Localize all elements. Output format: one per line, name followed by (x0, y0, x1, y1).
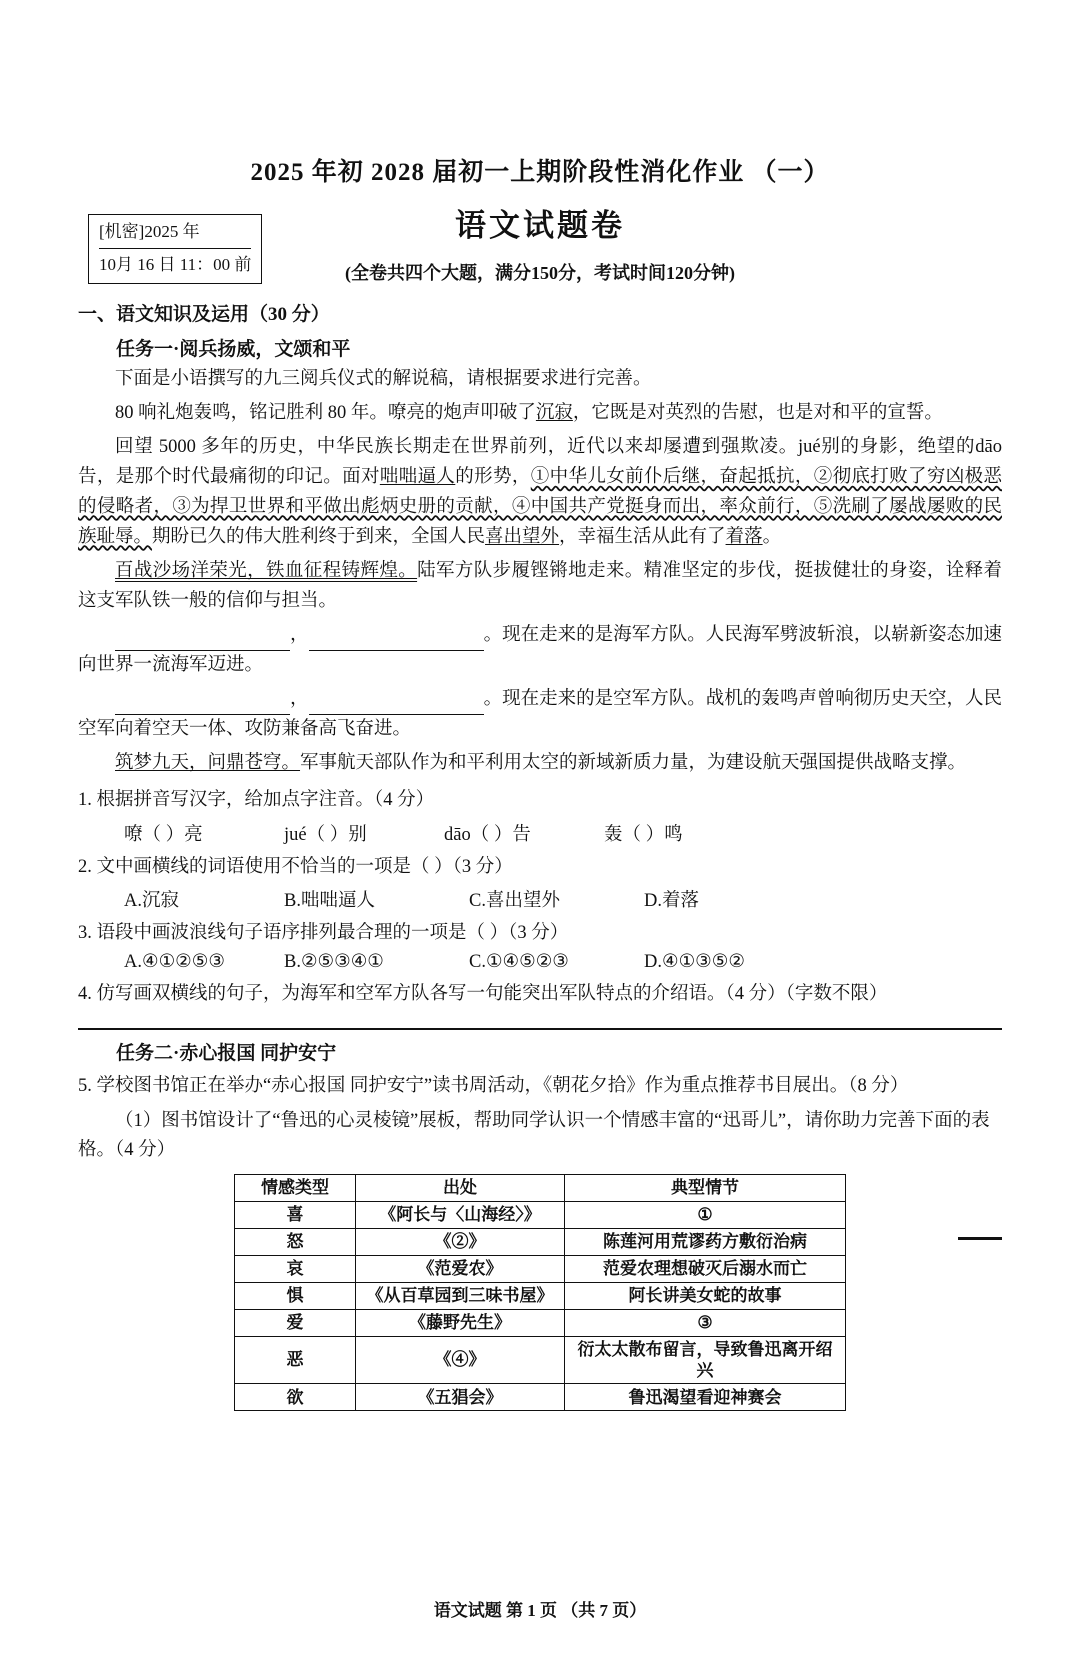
question-5-text: 学校图书馆正在举办“赤心报国 同护安宁”读书周活动，《朝花夕拾》作为重点推荐书目展出。（8 分） (96, 1075, 909, 1096)
cell-emotion: 怒 (235, 1228, 356, 1255)
question-4-text: 仿写画双横线的句子，为海军和空军方队各写一句能突出军队特点的介绍语。（4 分）（字数不限） (96, 984, 888, 1005)
question-2-text: 文中画横线的词语使用不恰当的一项是（ ）（3 分） (96, 857, 513, 878)
cell-emotion: 恶 (235, 1336, 356, 1384)
page-footer: 语文试题 第 1 页 （共 7 页） (433, 1601, 647, 1620)
p6-t1: 军事航天部队作为和平利用太空的新域新质力量，为建设航天强国提供战略支撑。 (300, 752, 967, 773)
cell-source: 《从百草园到三味书屋》 (356, 1282, 565, 1309)
task-one-intro: 下面是小语撰写的九三阅兵仪式的解说稿，请根据要求进行完善。 (115, 369, 652, 389)
question-5-sub-1: （1）图书馆设计了“鲁迅的心灵棱镜”展板，帮助同学认识一个情感丰富的“迅哥儿”，请你助力完善下面的表格。（4 分） (78, 1110, 990, 1161)
table-header-source: 出处 (356, 1174, 565, 1201)
cell-source: 《④》 (356, 1336, 565, 1384)
cell-plot: ① (565, 1201, 846, 1228)
question-2-no: 2. (78, 857, 92, 878)
passage-paragraph-4 (78, 621, 1002, 681)
p2-t5: 。 (762, 526, 782, 547)
emotion-table (234, 1174, 846, 1412)
p2-t3: 期盼已久的伟大胜利终于到来，全国人民 (152, 526, 486, 547)
table-row (235, 1336, 846, 1384)
fill-blank-airforce-2[interactable] (309, 695, 484, 715)
passage-paragraph-1 (78, 399, 1002, 429)
cell-source: 《范爱农》 (356, 1255, 565, 1282)
table-header-plot: 典型情节 (565, 1174, 846, 1201)
cell-plot: 鲁迅渴望看迎神赛会 (565, 1384, 846, 1411)
cell-source: 《藤野先生》 (356, 1309, 565, 1336)
pinyin-item-2: jué（ ）别 (284, 825, 367, 846)
table-row (235, 1384, 846, 1411)
pinyin-item-4: 轰（ ）鸣 (604, 825, 683, 846)
question-4-no: 4. (78, 984, 92, 1005)
exam-note: (全卷共四个大题，满分150分，考试时间120分钟) (345, 263, 735, 283)
question-3-option-a[interactable]: A.④①②⑤③ (124, 952, 225, 973)
question-3 (78, 919, 1002, 949)
p2-w1: ①中华儿女前仆后继，奋起抵抗，②彻底打败了穷凶极恶的侵略者，③为捍卫世界和平做出彪炳史册的贡献，④中国共产党挺身而出，率众前行，⑤洗刷了屡战屡败的民族耻辱。 (78, 466, 1002, 547)
stamp-line-2: 10月 16 日 11：00 前 (99, 248, 251, 278)
p2-t4: ，幸福生活从此有了 (559, 526, 726, 547)
passage-paragraph-3 (78, 557, 1002, 617)
question-2-option-c[interactable]: C.喜出望外 (469, 890, 560, 911)
p3-t1: 陆军方队步履铿锵地走来。精准坚定的步伐，挺拔健壮的身姿，诠释着这支军队铁一般的信仰与担当。 (78, 560, 1002, 611)
p1-u1: 沉寂 (535, 402, 573, 423)
section-one-heading: 一、语文知识及运用（30 分） (78, 304, 330, 325)
question-2-option-d[interactable]: D.着落 (644, 890, 699, 911)
exam-page (0, 152, 1080, 1653)
question-4 (78, 980, 1002, 1010)
fill-blank-navy-2[interactable] (309, 631, 484, 651)
table-row (235, 1282, 846, 1309)
cell-emotion: 喜 (235, 1201, 356, 1228)
p2-t1: 回望 5000 多年的历史，中华民族长期走在世界前列，近代以来却屡遭到强欺凌。jué别的身影，绝望的dāo告，是那个时代最痛彻的印记。面对 (78, 436, 1002, 487)
p4-t1: 。现在走来的是海军方队。人民海军劈波斩浪，以崭新姿态加速向世界一流海军迈进。 (78, 624, 1002, 675)
question-3-text: 语段中画波浪线句子语序排列最合理的一项是（ ）（3 分） (96, 922, 569, 943)
p1-t2: ，它既是对英烈的告慰，也是对和平的宣誓。 (572, 402, 943, 423)
p4-c1: ， (290, 624, 309, 645)
p6-u2: 问鼎苍穹。 (207, 752, 301, 773)
cell-plot: 阿长讲美女蛇的故事 (565, 1282, 846, 1309)
section-divider (78, 1028, 1002, 1030)
question-3-no: 3. (78, 922, 92, 943)
table-header-row (235, 1174, 846, 1201)
question-5-no: 5. (78, 1075, 92, 1096)
p2-u2: 喜出望外 (485, 526, 560, 547)
p5-t1: 。现在走来的是空军方队。战机的轰鸣声曾响彻历史天空，人民空军向着空天一体、攻防兼备高飞奋进。 (78, 688, 1002, 739)
cell-source: 《阿长与〈山海经〉》 (356, 1201, 565, 1228)
question-3-option-b[interactable]: B.②⑤③④① (284, 952, 384, 973)
question-2-options (78, 886, 1002, 912)
table-row (235, 1255, 846, 1282)
question-1-pinyin-row (78, 820, 1002, 846)
p3-uu1: 百战沙场洋荣光，铁血征程铸辉煌。 (115, 560, 418, 581)
pinyin-item-3: dāo（ ）告 (444, 825, 531, 846)
p2-t2: 的形势， (455, 466, 531, 487)
scan-artifact (958, 1237, 1002, 1240)
confidential-stamp (88, 214, 262, 284)
p2-u1: 咄咄逼人 (379, 466, 456, 487)
cell-source: 《五猖会》 (356, 1384, 565, 1411)
cell-plot: 陈莲河用荒谬药方敷衍治病 (565, 1228, 846, 1255)
passage-paragraph-2 (78, 433, 1002, 553)
p6-u1: 筑梦九天， (115, 752, 208, 773)
question-1-no: 1. (78, 789, 92, 810)
table-row (235, 1309, 846, 1336)
cell-plot: 衍太太散布留言，导致鲁迅离开绍兴 (565, 1336, 846, 1384)
p5-c1: ， (290, 688, 309, 709)
cell-emotion: 惧 (235, 1282, 356, 1309)
question-2-option-b[interactable]: B.咄咄逼人 (284, 890, 375, 911)
p2-u3: 着落 (725, 526, 763, 547)
table-row (235, 1228, 846, 1255)
passage-paragraph-6 (78, 749, 1002, 779)
fill-blank-airforce-1[interactable] (115, 695, 290, 715)
task-two-heading: 任务二·赤心报国 同护安宁 (116, 1042, 337, 1064)
passage-paragraph-5 (78, 685, 1002, 745)
question-3-option-c[interactable]: C.①④⑤②③ (469, 952, 569, 973)
page-title: 2025 年初 2028 届初一上期阶段性消化作业 （一） (250, 159, 830, 186)
question-1-text: 根据拼音写汉字，给加点字注音。（4 分） (96, 789, 435, 810)
p1-t1: 80 响礼炮轰鸣，铭记胜利 80 年。嘹亮的炮声叩破了 (115, 402, 536, 423)
question-1 (78, 786, 1002, 816)
table-header-emotion: 情感类型 (235, 1174, 356, 1201)
question-3-option-d[interactable]: D.④①③⑤② (644, 952, 745, 973)
cell-emotion: 哀 (235, 1255, 356, 1282)
subject-title: 语文试题卷 (455, 208, 625, 243)
question-2 (78, 853, 1002, 883)
pinyin-item-1: 嘹（ ）亮 (124, 825, 203, 846)
task-one-heading: 任务一·阅兵扬威，文颂和平 (116, 339, 351, 360)
cell-source: 《②》 (356, 1228, 565, 1255)
question-3-options (78, 951, 1002, 973)
question-2-option-a[interactable]: A.沉寂 (124, 890, 179, 911)
table-row (235, 1201, 846, 1228)
cell-plot: ③ (565, 1309, 846, 1336)
cell-emotion: 欲 (235, 1384, 356, 1411)
fill-blank-navy-1[interactable] (115, 631, 290, 651)
cell-emotion: 爱 (235, 1309, 356, 1336)
stamp-line-1: [机密]2025 年 (99, 222, 200, 241)
cell-plot: 范爱农理想破灭后溺水而亡 (565, 1255, 846, 1282)
question-5 (78, 1072, 1002, 1102)
